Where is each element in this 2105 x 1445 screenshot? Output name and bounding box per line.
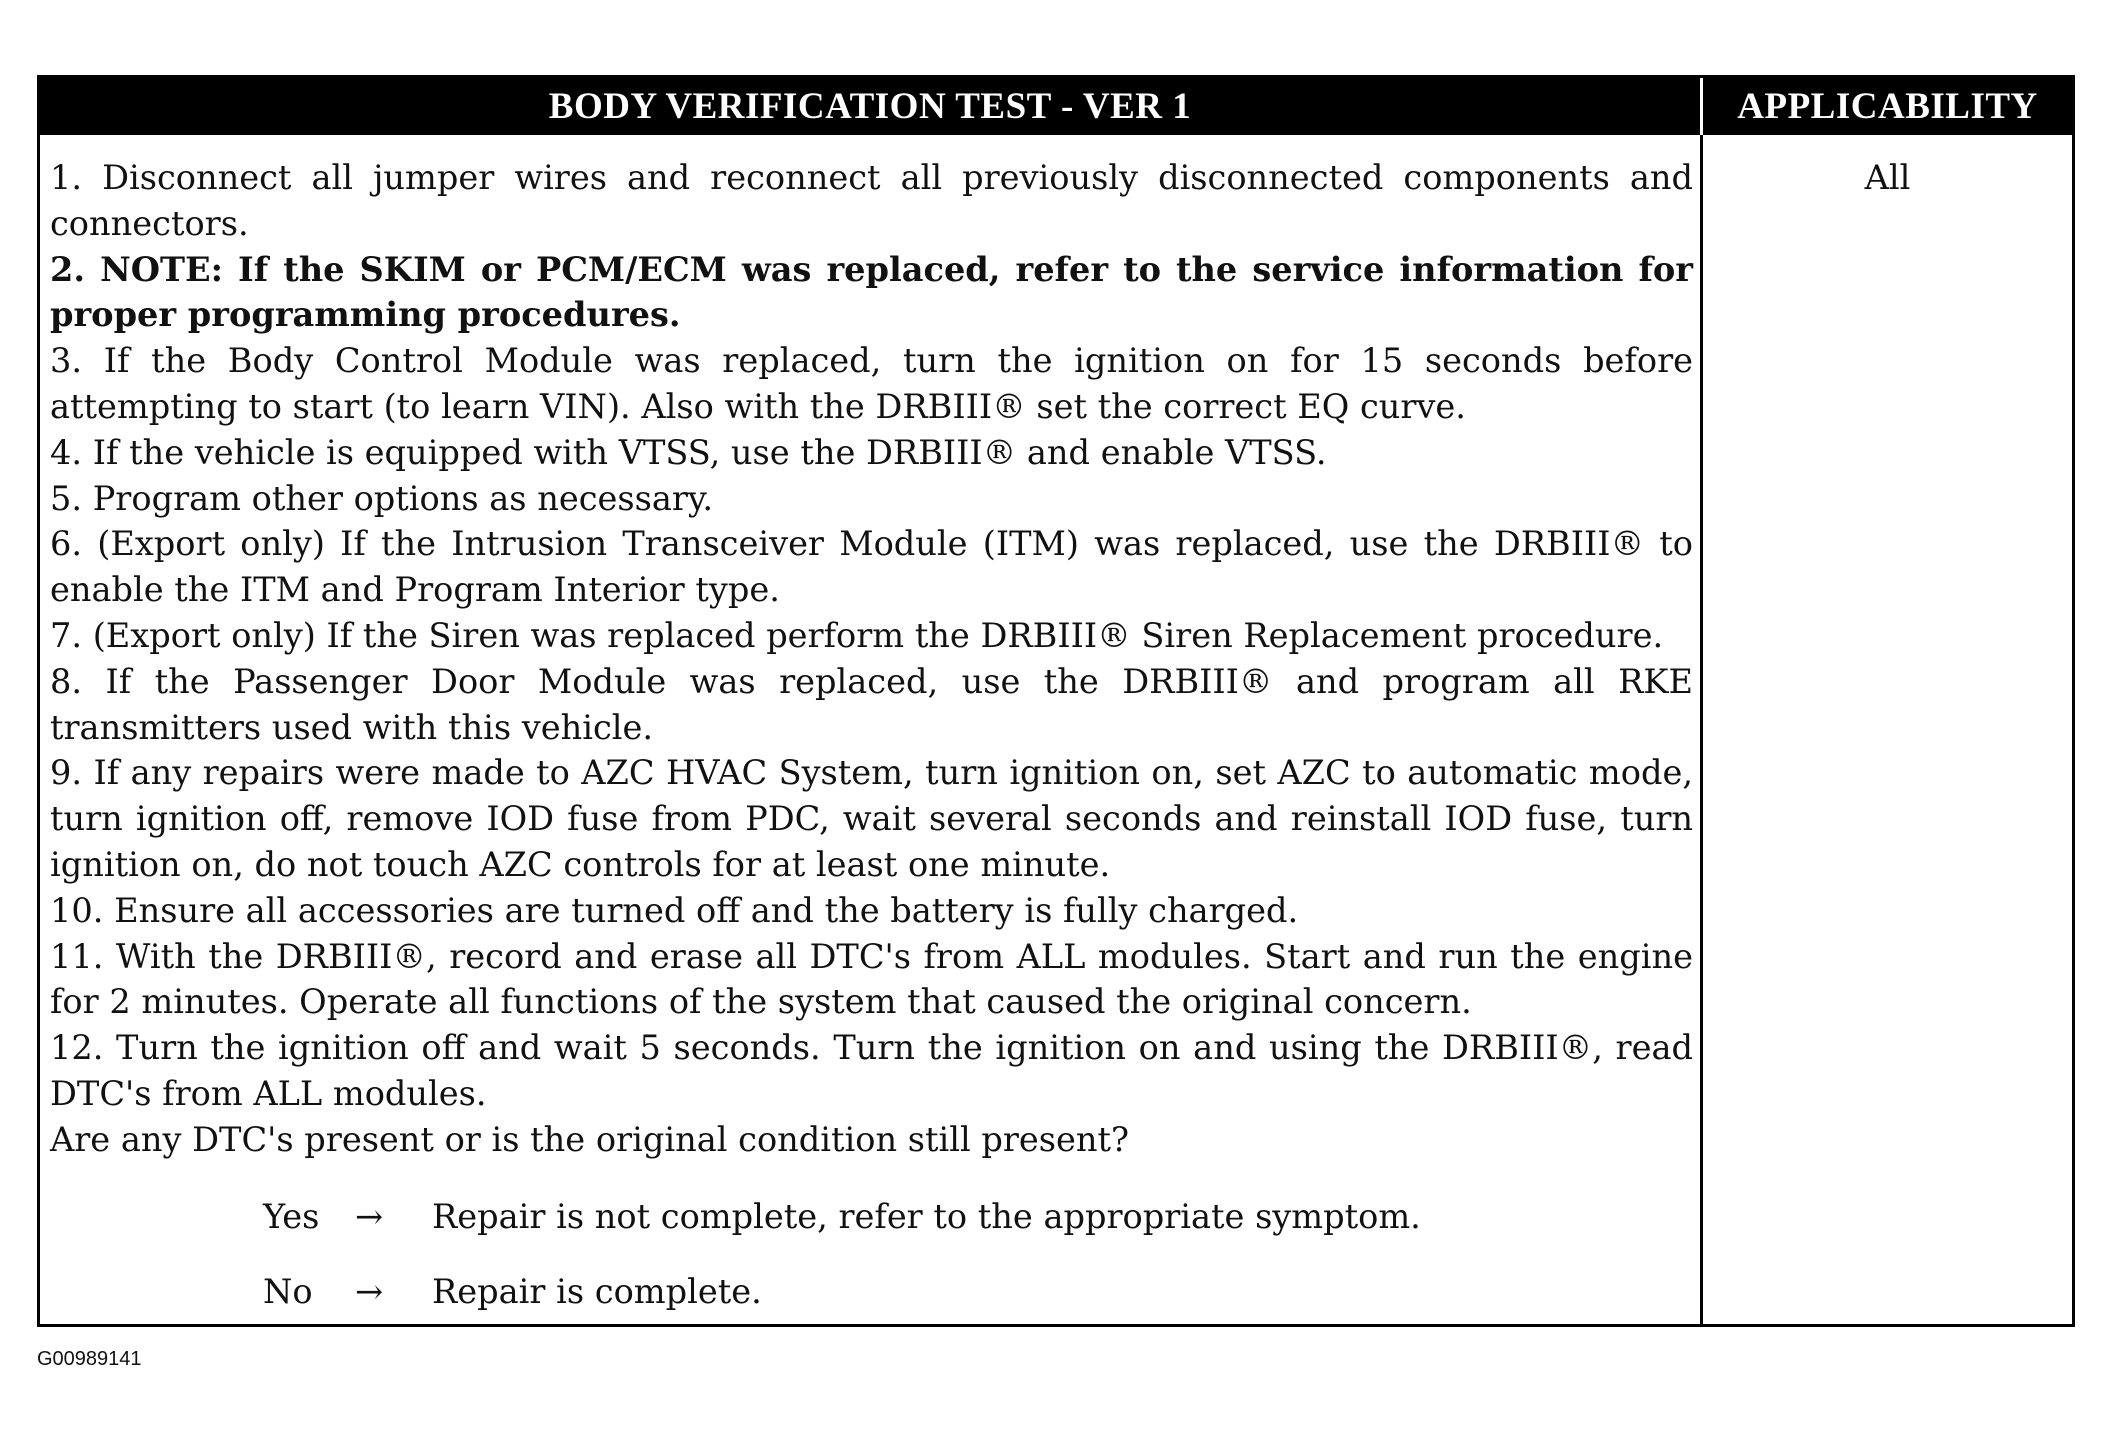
step-2-note: 2. NOTE: If the SKIM or PCM/ECM was replaced, refer to the service information for proper programming procedures. (50, 248, 1693, 335)
step-7: 7. (Export only) If the Siren was replaced perform the DRBIII® Siren Replacement procedure. (50, 615, 1664, 655)
step-12: 12. Turn the ignition off and wait 5 seconds. Turn the ignition on and using the DRBIII®, read DTC's from ALL modules. (50, 1028, 1693, 1113)
applicability-header: APPLICABILITY (1700, 78, 2072, 135)
step-6: 6. (Export only) If the Intrusion Transceiver Module (ITM) was replaced, use the DRBIII® to enable the ITM and Program Interior type. (50, 524, 1693, 610)
step-10: 10. Ensure all accessories are turned off and the battery is fully charged. (50, 890, 1299, 930)
step-3: 3. If the Body Control Module was replaced, turn the ignition on for 15 seconds before attempting to start (to learn VIN). Also with the DRBIII® set the correct EQ curve. (50, 341, 1693, 426)
answer-no (40, 1269, 1640, 1315)
right-arrow-icon: → (355, 1272, 384, 1311)
step-4: 4. If the vehicle is equipped with VTSS, use the DRBIII® and enable VTSS. (50, 432, 1327, 472)
answer-key: Yes (263, 1197, 320, 1236)
answer-yes (40, 1194, 1640, 1240)
step-5: 5. Program other options as necessary. (50, 478, 714, 518)
column-divider (1700, 135, 1703, 1324)
figure-id: G00989141 (37, 1348, 142, 1370)
step-1: 1. Disconnect all jumper wires and reconnect all previously disconnected components and connectors. (50, 158, 1693, 243)
verification-test-table (37, 75, 2075, 1327)
question: Are any DTC's present or is the original condition still present? (50, 1119, 1130, 1159)
answer-key: No (263, 1272, 313, 1311)
answer-text: Repair is complete. (432, 1272, 762, 1311)
step-9: 9. If any repairs were made to AZC HVAC System, turn ignition on, set AZC to automatic mode, turn ignition off, remove IOD fuse from PDC, wait several seconds and reinstall IOD fuse, turn ignition on, do not touch AZC controls for at least one minute. (50, 753, 1693, 884)
test-title-header: BODY VERIFICATION TEST - VER 1 (40, 78, 1700, 135)
right-arrow-icon: → (355, 1197, 384, 1236)
step-11: 11. With the DRBIII®, record and erase all DTC's from ALL modules. Start and run the engine for 2 minutes. Operate all functions of the system that caused the original concern. (50, 936, 1693, 1022)
test-steps (50, 155, 1693, 1163)
answer-text: Repair is not complete, refer to the appropriate symptom. (432, 1197, 1421, 1236)
applicability-value: All (1864, 158, 1911, 197)
step-8: 8. If the Passenger Door Module was replaced, use the DRBIII® and program all RKE transmitters used with this vehicle. (50, 661, 1693, 747)
